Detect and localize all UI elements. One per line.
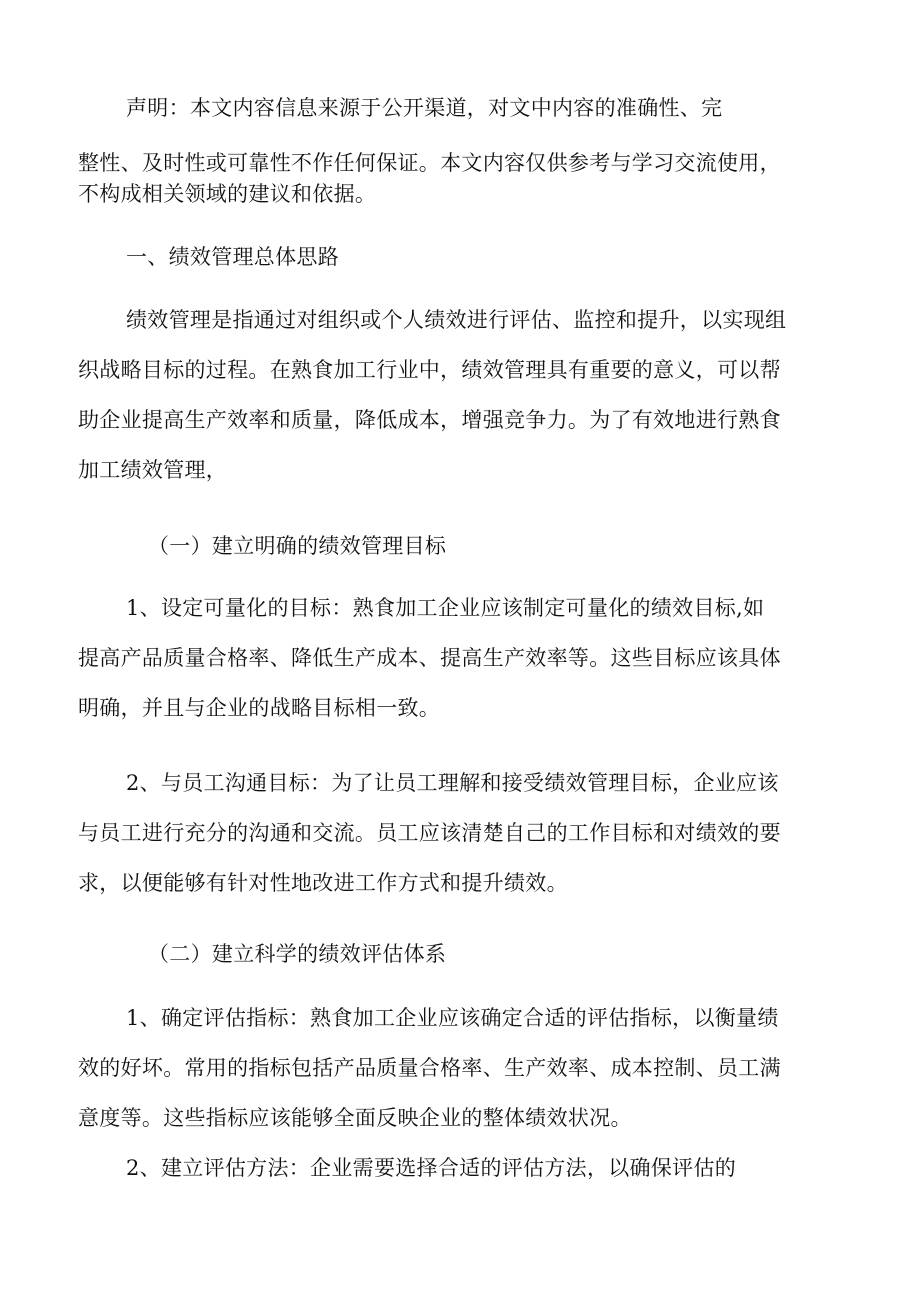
paragraph-line: 2、与员工沟通目标：为了让员工理解和接受绩效管理目标，企业应该	[126, 771, 779, 795]
paragraph-line: 2、建立评估方法：企业需要选择合适的评估方法，以确保评估的	[126, 1156, 737, 1180]
disclaimer-line: 不构成相关领域的建议和依据。	[78, 182, 377, 206]
paragraph-line: 1、设定可量化的目标：熟食加工企业应该制定可量化的绩效目标,如	[126, 596, 765, 620]
paragraph-line: 织战略目标的过程。在熟食加工行业中，绩效管理具有重要的意义，可以帮	[78, 358, 781, 382]
section-heading: 一、绩效管理总体思路	[126, 245, 339, 269]
paragraph-line: 与员工进行充分的沟通和交流。员工应该清楚自己的工作目标和对绩效的要	[78, 821, 781, 845]
paragraph-line: 1、确定评估指标：熟食加工企业应该确定合适的评估指标，以衡量绩	[126, 1006, 779, 1030]
paragraph-line: 求，以便能够有针对性地改进工作方式和提升绩效。	[78, 871, 568, 895]
paragraph-line: 明确，并且与企业的战略目标相一致。	[78, 696, 441, 720]
paragraph-line: 效的好坏。常用的指标包括产品质量合格率、生产效率、成本控制、员工满	[78, 1056, 781, 1080]
disclaimer-line: 整性、及时性或可靠性不作任何保证。本文内容仅供参考与学习交流使用，	[78, 151, 781, 175]
subsection-heading: （一）建立明确的绩效管理目标	[148, 534, 447, 558]
paragraph-line: 提高产品质量合格率、降低生产成本、提高生产效率等。这些目标应该具体	[78, 646, 781, 670]
subsection-heading: （二）建立科学的绩效评估体系	[148, 942, 447, 966]
disclaimer-line: 声明：本文内容信息来源于公开渠道，对文中内容的准确性、完	[126, 96, 723, 120]
paragraph-line: 加工绩效管理，	[78, 458, 228, 482]
paragraph-line: 绩效管理是指通过对组织或个人绩效进行评估、监控和提升，以实现组	[126, 308, 787, 332]
paragraph-line: 意度等。这些指标应该能够全面反映企业的整体绩效状况。	[78, 1106, 632, 1130]
paragraph-line: 助企业提高生产效率和质量，降低成本，增强竞争力。为了有效地进行熟食	[78, 408, 781, 432]
